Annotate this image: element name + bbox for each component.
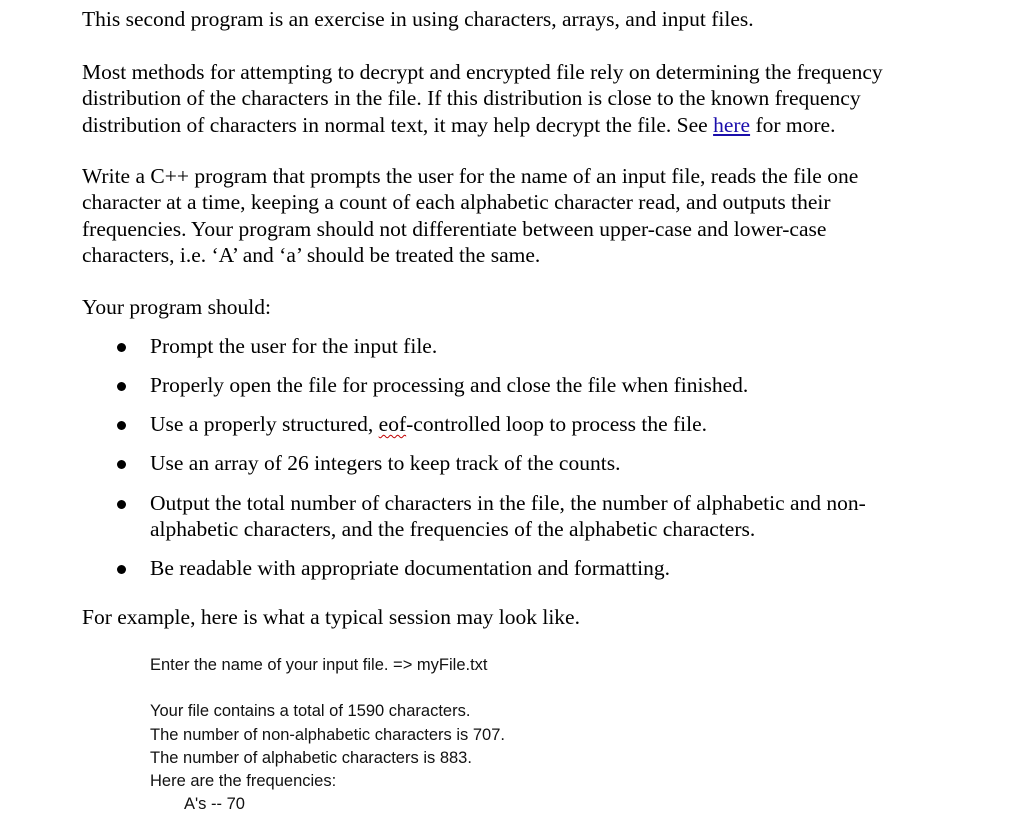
- task-line-2: character at a time, keeping a count of each alphabetic character read, and outputs their: [82, 190, 831, 215]
- example-intro-text: For example, here is what a typical session may look like.: [82, 605, 580, 629]
- bullet-icon: [117, 382, 126, 391]
- bullet-icon: [117, 460, 126, 469]
- frequency-line-3-end: for more.: [750, 112, 836, 137]
- bullet-text: [150, 490, 866, 543]
- task-line-4: characters, i.e. ‘A’ and ‘a’ should be treated the same.: [82, 242, 541, 267]
- bullet-icon: [117, 500, 126, 509]
- session-total: Your file contains a total of 1590 characters.: [150, 702, 471, 721]
- bullet-text: Be readable with appropriate documentation and formatting.: [150, 556, 670, 580]
- frequency-line-2: distribution of the characters in the file. If this distribution is close to the known frequency: [82, 86, 861, 111]
- here-link[interactable]: here: [713, 112, 751, 137]
- session-freq-header: Here are the frequencies:: [150, 772, 337, 791]
- bullet-icon: [117, 343, 126, 352]
- sample-session: [150, 654, 505, 817]
- requirements-heading-text: Your program should:: [82, 295, 271, 319]
- frequency-line-1: Most methods for attempting to decrypt and encrypted file rely on determining the frequency: [82, 60, 883, 84]
- task-paragraph: [82, 163, 858, 268]
- bullet-icon: [117, 565, 126, 574]
- bullet-icon: [117, 421, 126, 430]
- bullet-text-line-2: alphabetic characters, and the frequencies of the alphabetic characters.: [150, 517, 756, 542]
- requirements-heading: [82, 294, 271, 320]
- example-intro: [82, 604, 580, 630]
- session-spacer: [150, 677, 505, 700]
- session-non-alpha: The number of non-alphabetic characters is 707.: [150, 725, 505, 744]
- frequency-line-3: [82, 112, 883, 138]
- bullet-text: Properly open the file for processing and close the file when finished.: [150, 373, 749, 397]
- bullet-text: [150, 411, 707, 437]
- frequency-line-3-start: distribution of characters in normal text, it may help decrypt the file. See: [82, 112, 714, 137]
- frequency-paragraph: [82, 59, 883, 138]
- session-alpha: The number of alphabetic characters is 883.: [150, 748, 472, 767]
- intro-text: This second program is an exercise in using characters, arrays, and input files.: [82, 7, 754, 31]
- task-line-3: frequencies. Your program should not differentiate between upper-case and lower-case: [82, 216, 827, 241]
- session-prompt: Enter the name of your input file. => myFile.txt: [150, 656, 488, 674]
- spellcheck-word: eof: [378, 412, 407, 436]
- session-freq-row: A's -- 70: [184, 795, 245, 814]
- task-line-1: Write a C++ program that prompts the user for the name of an input file, reads the file one: [82, 164, 859, 188]
- bullet-text-line-1: Output the total number of characters in the file, the number of alphabetic and non-: [150, 491, 866, 515]
- bullet-text-start: Use a properly structured,: [150, 412, 379, 436]
- intro-paragraph: [82, 6, 754, 32]
- bullet-text: Prompt the user for the input file.: [150, 334, 438, 358]
- bullet-text-end: -controlled loop to process the file.: [406, 412, 708, 436]
- bullet-text: Use an array of 26 integers to keep track of the counts.: [150, 451, 621, 475]
